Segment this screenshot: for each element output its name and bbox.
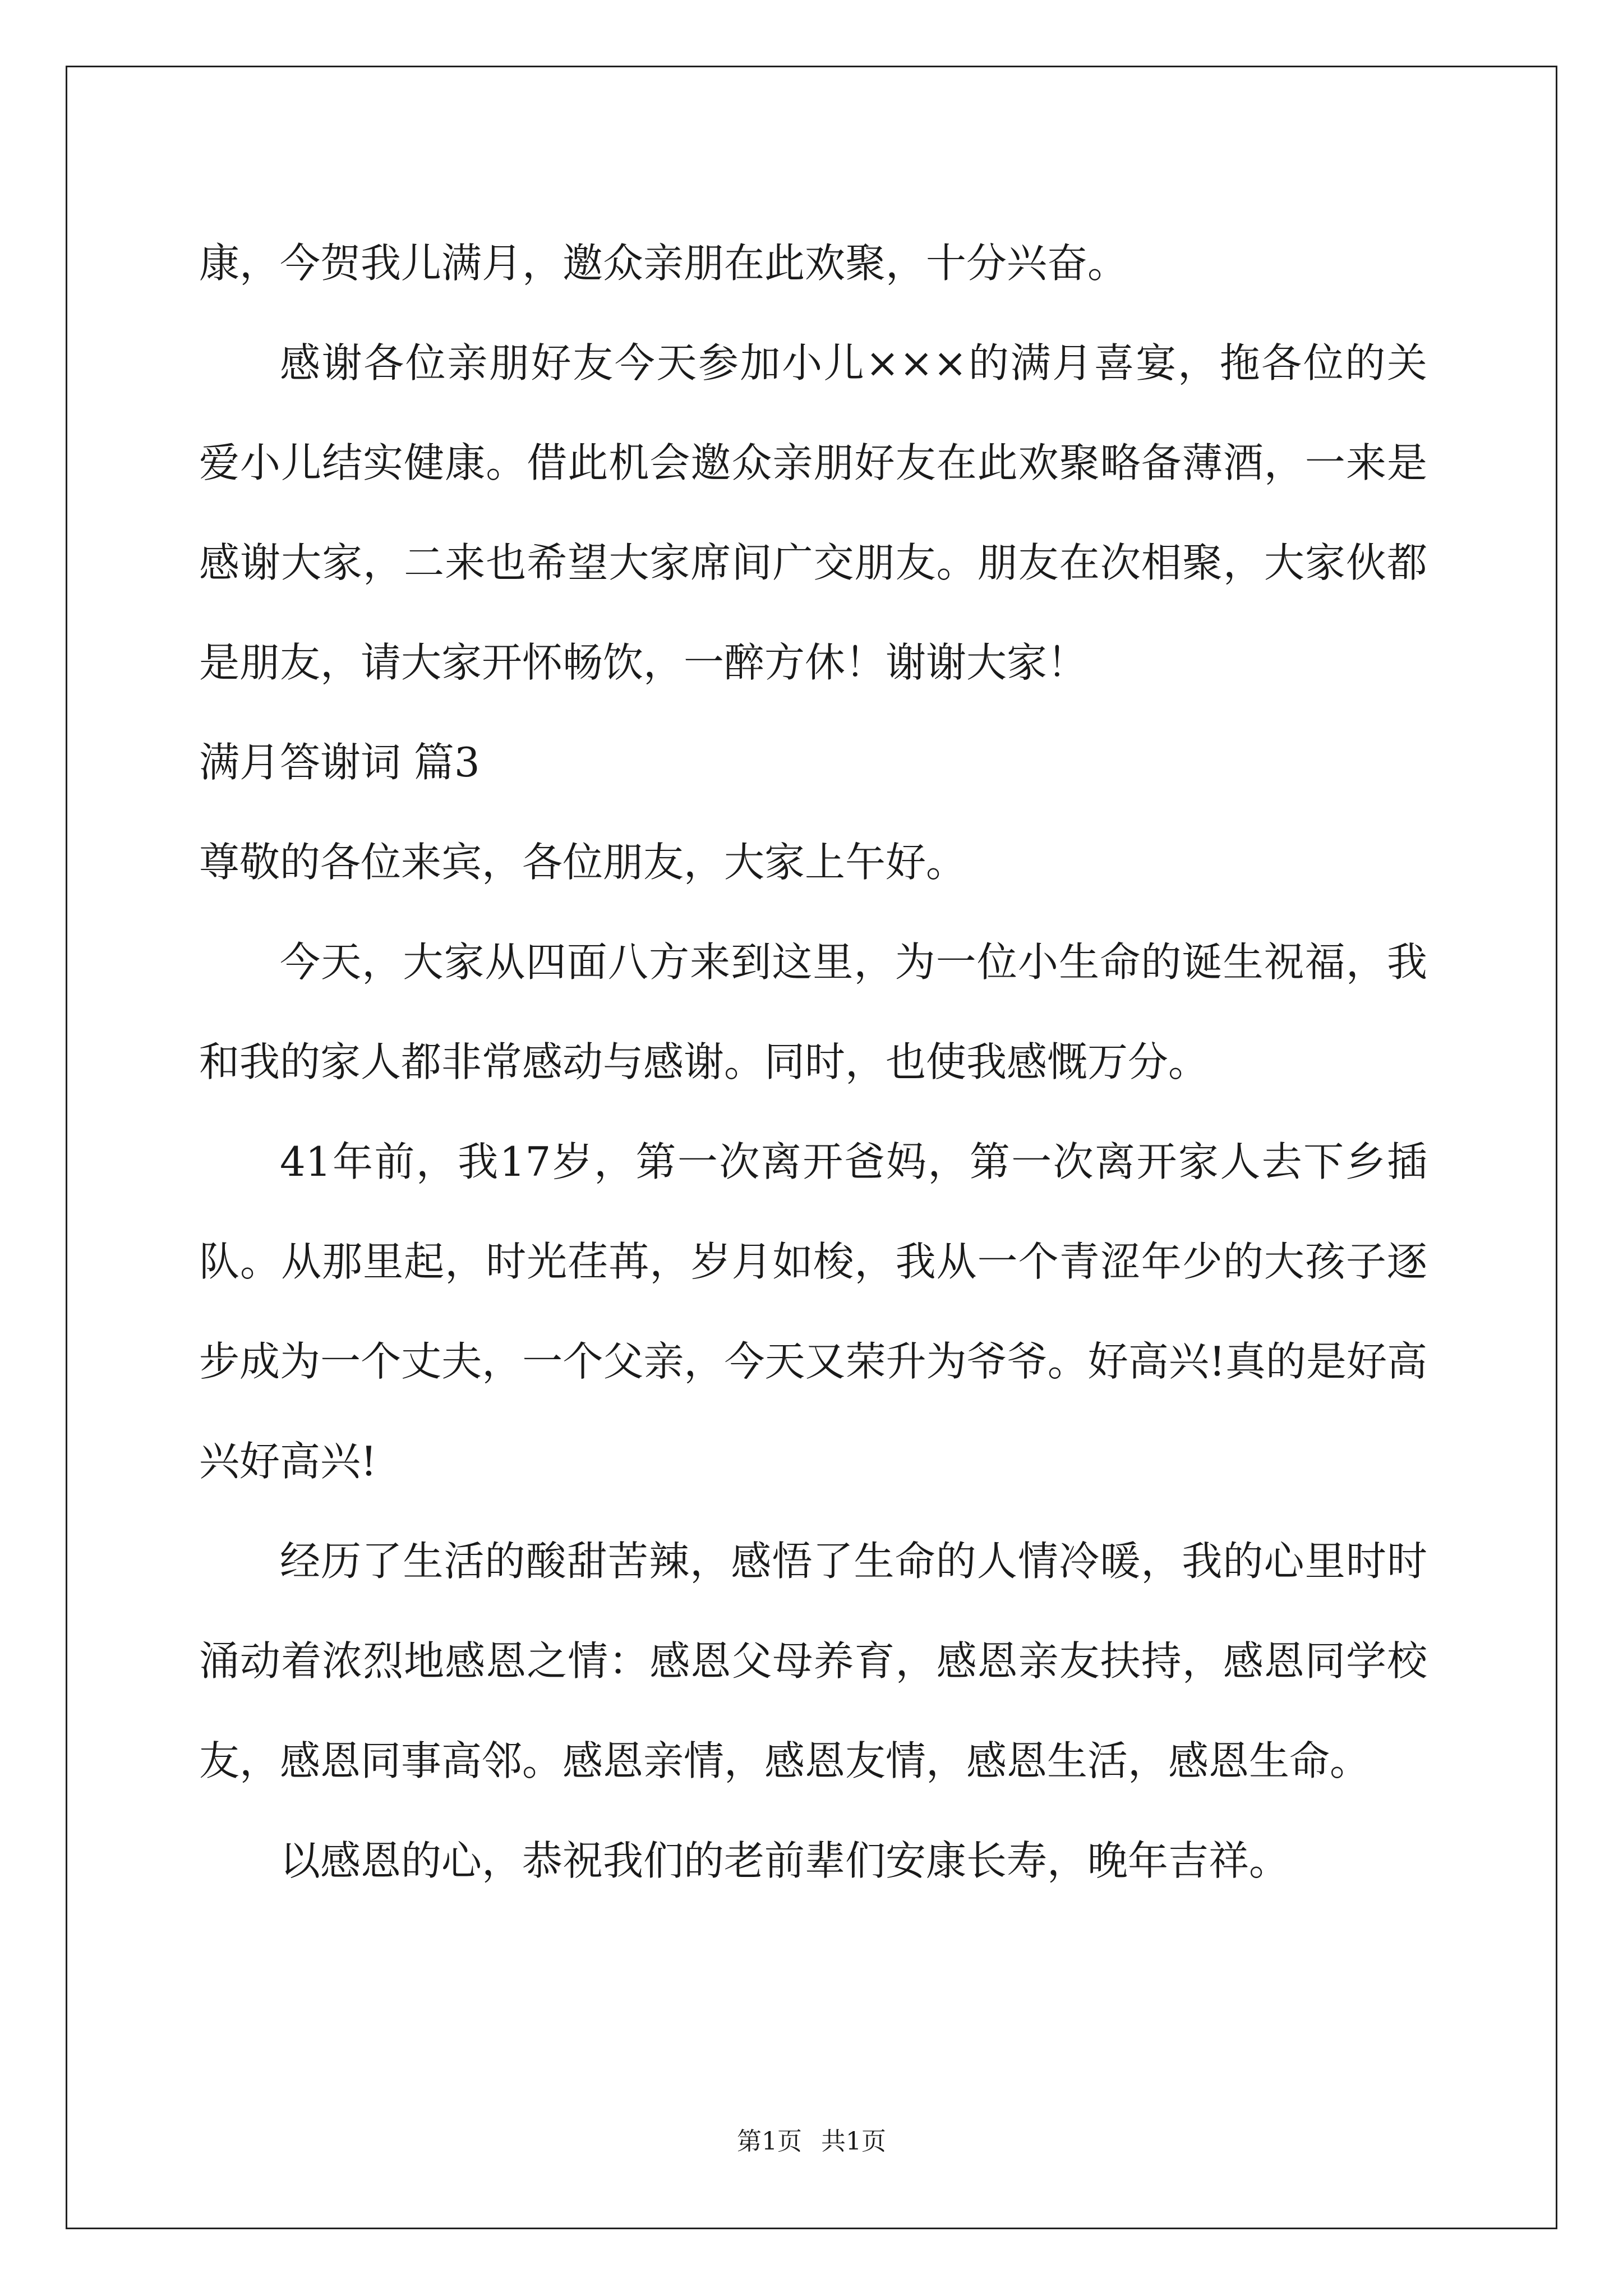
page-number: 第1页 [737,2127,802,2156]
paragraph-today: 今天，大家从四面八方来到这里，为一位小生命的诞生祝福，我和我的家人都非常感动与感谢。同时，也使我感慨万分。 [199,938,1427,1085]
paragraph-blessing: 以感恩的心，恭祝我们的老前辈们安康长寿，晚年吉祥。 [280,1837,1290,1884]
section-heading: 满月答谢词 篇3 [199,739,480,786]
paragraph-continuation: 康，今贺我儿满月，邀众亲朋在此欢聚，十分兴奋。 [199,240,1128,287]
paragraph-greeting: 尊敬的各位来宾，各位朋友，大家上午好。 [199,839,967,886]
page-total: 共1页 [821,2127,886,2156]
paragraph-thanks: 感谢各位亲朋好友今天参加小儿×××的满月喜宴，拖各位的关爱小儿结实健康。借此机会邀众亲朋好友在此欢聚略备薄酒，一来是感谢大家，二来也希望大家席间广交朋友。朋友在次相聚，大家伙都是朋友，请大家开怀畅饮，一醉方休！谢谢大家！ [199,339,1427,686]
page-footer [0,2125,1623,2159]
document-body [199,213,1427,1911]
paragraph-memory: 41年前，我17岁，第一次离开爸妈，第一次离开家人去下乡插队。从那里起，时光荏苒，岁月如梭，我从一个青涩年少的大孩子逐步成为一个丈夫，一个父亲，今天又荣升为爷爷。好高兴!真的是好高兴好高兴! [199,1138,1427,1485]
paragraph-gratitude: 经历了生活的酸甜苦辣，感悟了生命的人情冷暖，我的心里时时涌动着浓烈地感恩之情：感恩父母养育，感恩亲友扶持，感恩同学校友，感恩同事高邻。感恩亲情，感恩友情，感恩生活，感恩生命。 [199,1538,1427,1784]
